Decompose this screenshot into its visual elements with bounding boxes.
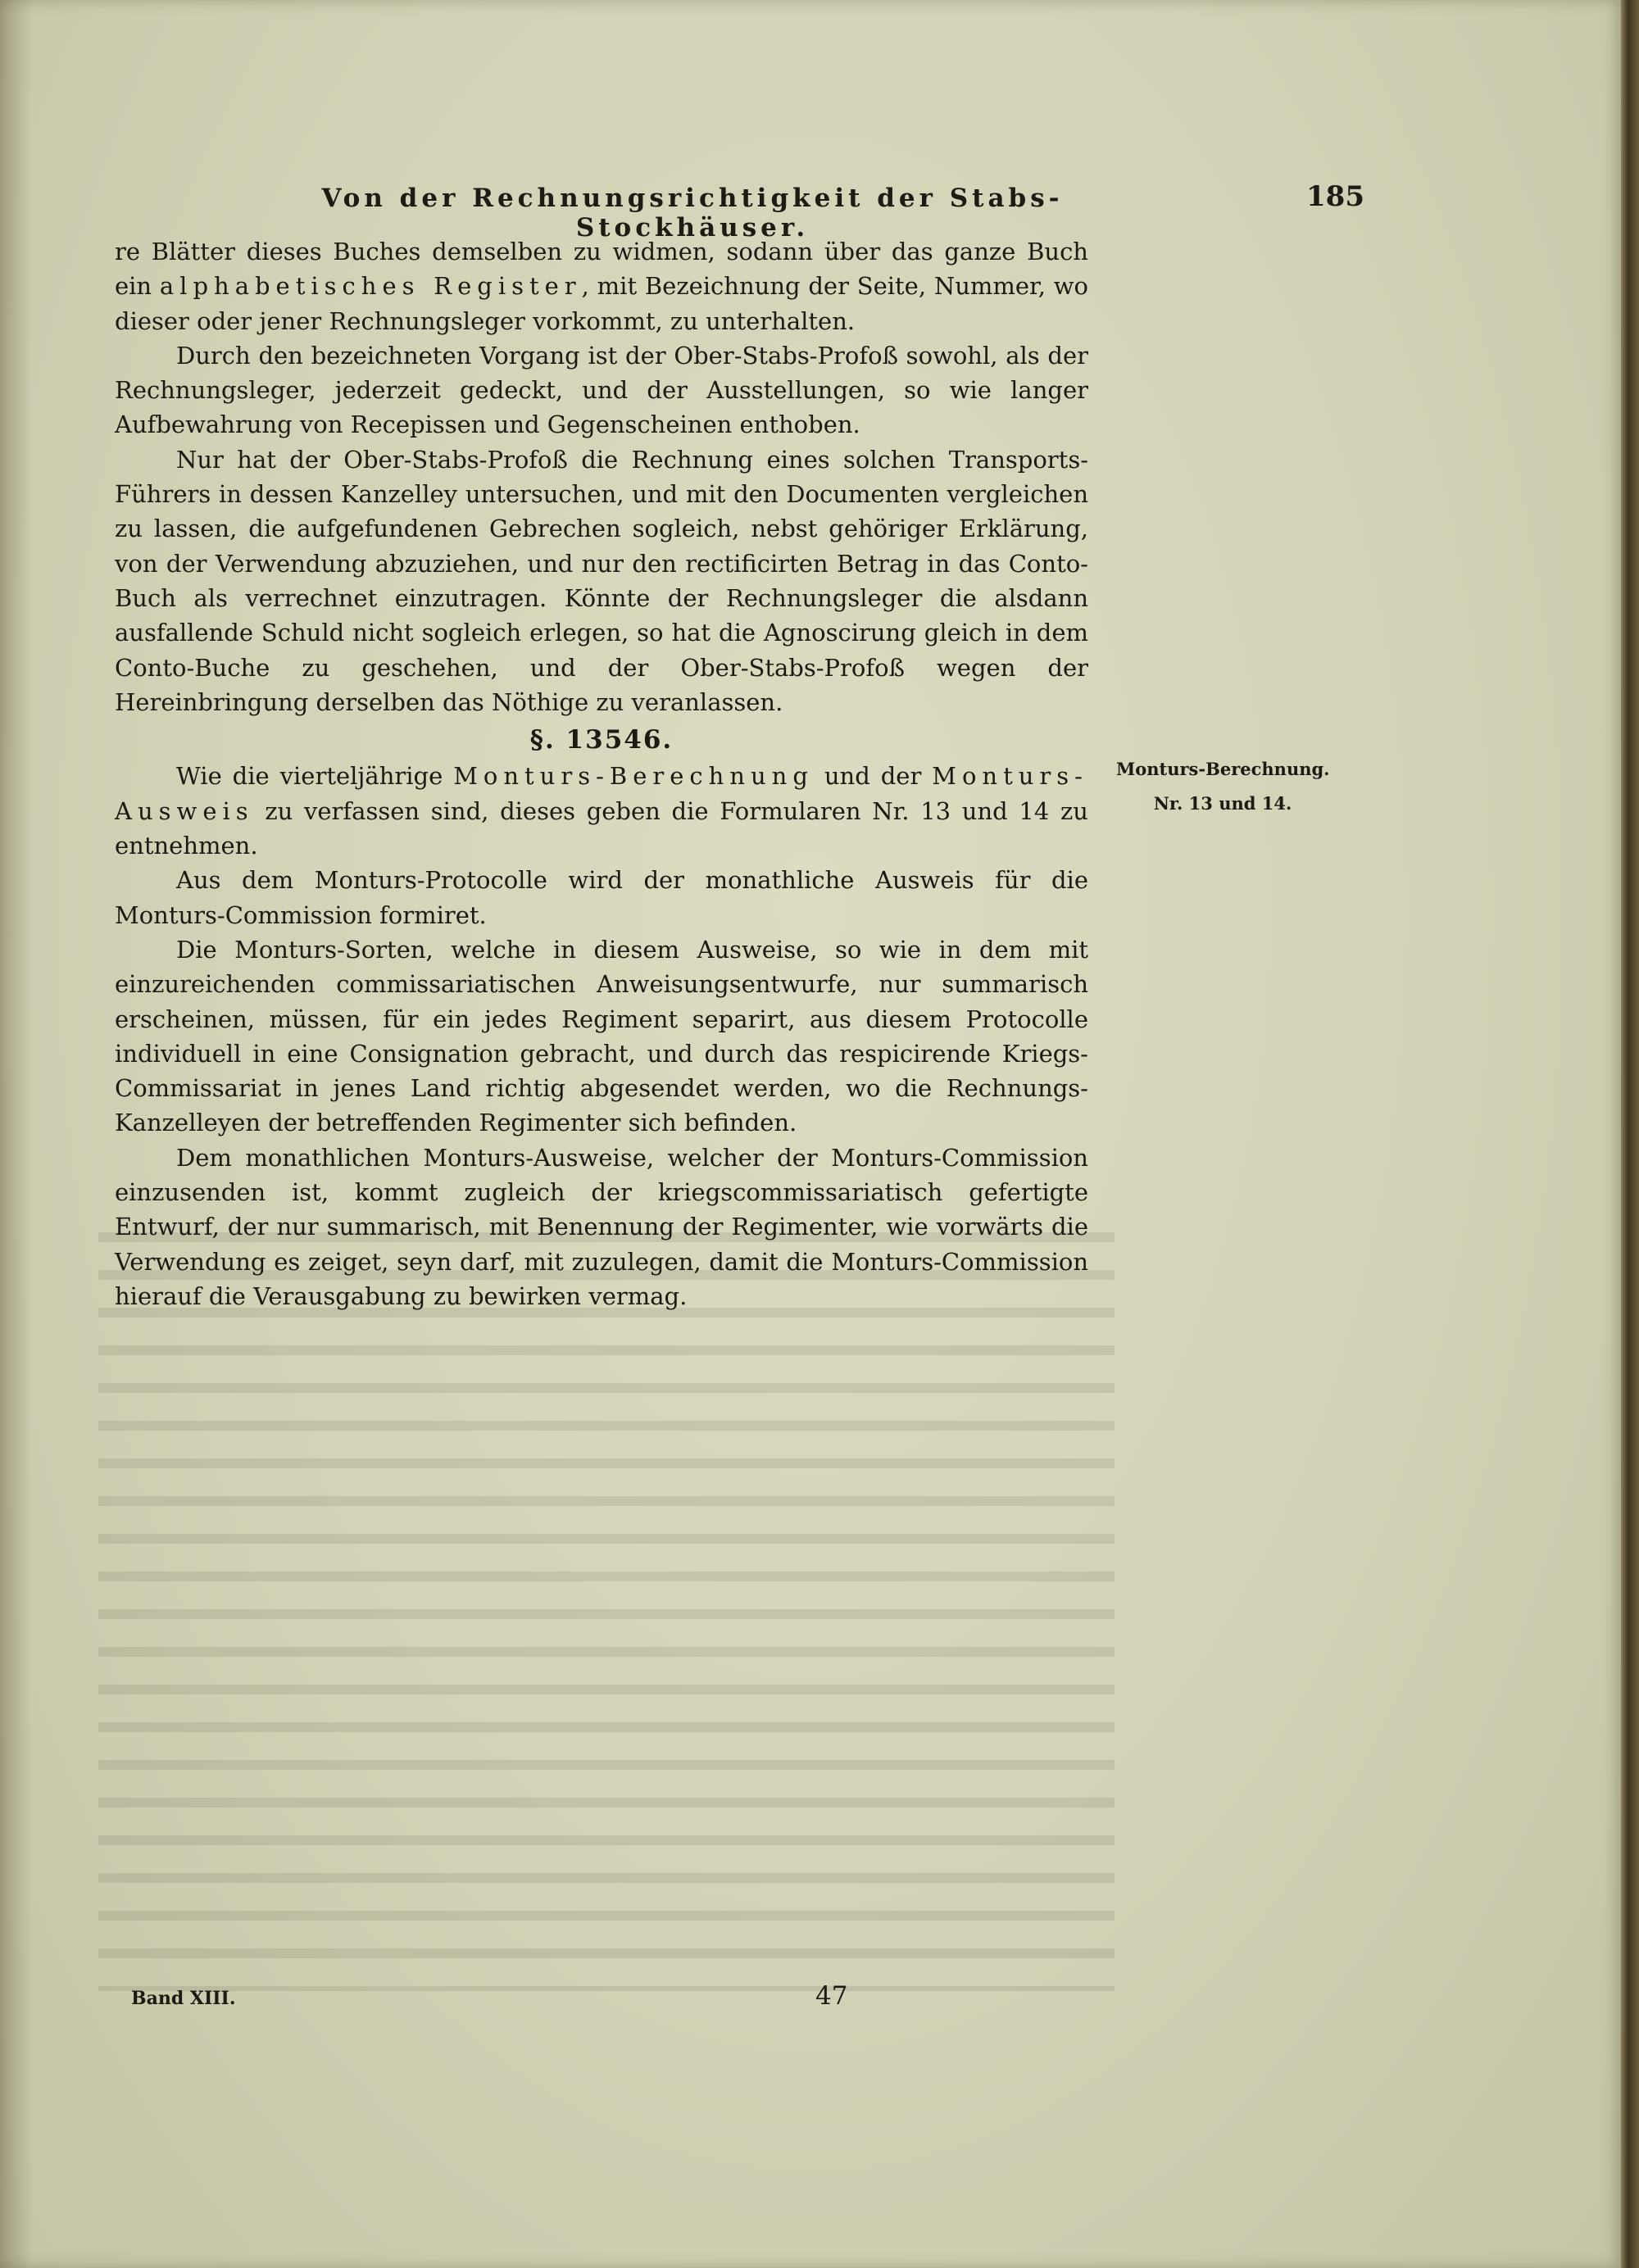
- spine-shadow: [0, 0, 33, 2268]
- margin-note: [1116, 752, 1329, 821]
- paragraph-4: [115, 759, 1088, 863]
- text-run: zu verfassen sind, dieses geben die Formularen Nr. 13 und 14 zu entnehmen.: [115, 796, 1088, 860]
- running-head: Von der Rechnungsrichtigkeit der Stabs-Stockhäuser.: [321, 184, 1064, 243]
- show-through-texture: [98, 1204, 1115, 1991]
- spaced-term: Monturs-Berechnung: [453, 762, 814, 791]
- text-run: , mit Bezeichnung der Seite, Nummer, wo dieser oder jener Rechnungsleger vorkommt, zu unterhalten.: [115, 272, 1088, 335]
- text-run: Wie die vierteljährige: [176, 762, 454, 791]
- main-text: [115, 234, 1088, 1313]
- paragraph-3: Nur hat der Ober-Stabs-Profoß die Rechnung eines solchen Transports-Führers in dessen Kanzelley untersuchen, und mit den Documenten vergleichen zu lassen, die aufgefundenen Gebrechen sogleich, nebst gehöriger Erklärung, von der Verwendung abzuziehen, und nur den rectificirten Betrag in das Conto-Buch als verrechnet einzutragen. Könnte der Rechnungsleger die alsdann ausfallende Schuld nicht sogleich erlegen, so hat die Agnoscirung gleich in dem Conto-Buche zu geschehen, und der Ober-Stabs-Profoß wegen der Hereinbringung derselben das Nöthige zu veranlassen.: [115, 445, 1088, 716]
- paragraph-5: Aus dem Monturs-Protocolle wird der monathliche Ausweis für die Monturs-Commission formiret.: [115, 866, 1088, 929]
- text-run: und der: [813, 762, 933, 791]
- page-number: 185: [1306, 180, 1364, 213]
- printer-signature: Band XIII.: [131, 1988, 236, 2009]
- spaced-term: Monturs-Ausweis: [115, 762, 1088, 825]
- section-heading: §. 13546.: [529, 725, 674, 755]
- paragraph-6: Die Monturs-Sorten, welche in diesem Ausweise, so wie in dem mit einzureichenden commissariatischen Anweisungsentwurfe, nur summarisch erscheinen, müssen, für ein jedes Regiment separirt, aus diesem Protocolle individuell in eine Consignation gebracht, und durch das respicirende Kriegs-Commissariat in jenes Land richtig abgesendet werden, wo die Rechnungs-Kanzelleyen der betreffenden Regimenter sich befinden.: [115, 935, 1088, 1137]
- sheet-number: 47: [815, 1981, 848, 2011]
- paragraph-1: [115, 234, 1088, 338]
- paragraph-2: Durch den bezeichneten Vorgang ist der Ober-Stabs-Profoß sowohl, als der Rechnungsleger, jederzeit gedeckt, und der Ausstellungen, so wie langer Aufbewahrung von Recepissen und Gegenscheinen enthoben.: [115, 341, 1088, 439]
- text-run: re Blätter dieses Buches demselben zu widmen, sodann über das ganze Buch ein: [115, 238, 1088, 301]
- page-header: [209, 180, 1364, 243]
- spaced-term: alphabetisches Register: [159, 272, 582, 301]
- page-edge: [1621, 0, 1639, 2268]
- margin-note-line: Nr. 13 und 14.: [1153, 793, 1292, 814]
- margin-note-line: Monturs-Berechnung.: [1116, 759, 1330, 779]
- paragraph-7: Dem monathlichen Monturs-Ausweise, welcher der Monturs-Commission einzusenden ist, kommt zugleich der kriegscommissariatisch gefertigte Entwurf, der nur summarisch, mit Benennung der Regimenter, wie vorwärts die Verwendung es zeiget, seyn darf, mit zuzulegen, damit die Monturs-Commission hierauf die Verausgabung zu bewirken vermag.: [115, 1143, 1088, 1310]
